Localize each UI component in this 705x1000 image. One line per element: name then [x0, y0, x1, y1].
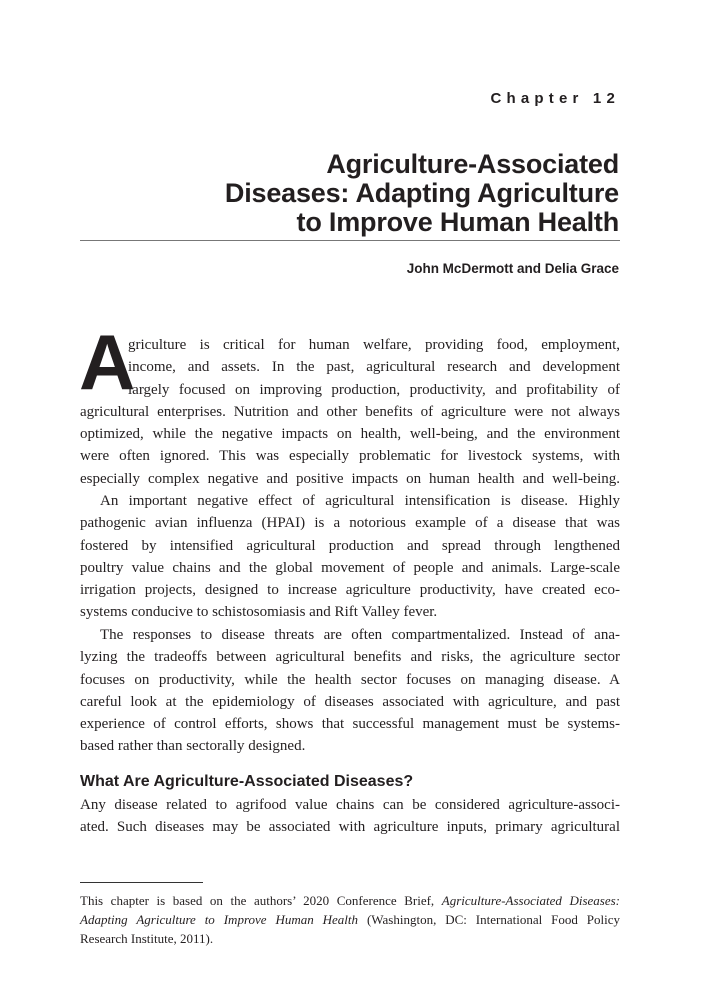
text-line: largely focused on improving production, productivity, and profitability of [128, 381, 620, 398]
text-line: An important negative effect of agricultural intensification is disease. Highly [100, 493, 620, 509]
text-line: poultry value chains and the global movement of people and animals. Large-scale [80, 559, 620, 576]
footnote [80, 891, 620, 949]
text-line: agricultural enterprises. Nutrition and other benefits of agriculture were not always [80, 403, 620, 420]
section-paragraph [80, 794, 620, 839]
chapter-title [225, 150, 619, 237]
footnote-line: This chapter is based on the authors’ 2020 Conference Brief, Agriculture-Associated Diseases: [80, 893, 620, 908]
footnote-line: Adapting Agriculture to Improve Human Health (Washington, DC: International Food Policy [80, 912, 620, 928]
title-rule [80, 240, 620, 241]
footnote-rule [80, 882, 203, 883]
text-line: griculture is critical for human welfare, providing food, employment, [128, 337, 620, 353]
authors: John McDermott and Delia Grace [406, 261, 619, 276]
text-line: experience of control efforts, shows that successful management must be systems- [80, 716, 620, 733]
footnote-line: Research Institute, 2011). [80, 931, 214, 947]
text-line: were often ignored. This was especially problematic for livestock systems, with [80, 448, 620, 465]
paragraph-3 [80, 624, 620, 758]
section-heading: What Are Agriculture-Associated Diseases? [80, 773, 414, 790]
text-line: optimized, while the negative impacts on health, well-being, and the environment [80, 426, 620, 443]
chapter-label: Chapter 12 [490, 90, 620, 107]
title-line: to Improve Human Health [296, 207, 619, 237]
drop-cap: A [79, 318, 136, 406]
text-line: The responses to disease threats are often compartmentalized. Instead of ana- [100, 627, 620, 643]
text-line: irrigation projects, designed to increase agriculture productivity, have created eco- [80, 582, 620, 599]
text-line: based rather than sectorally designed. [80, 738, 306, 755]
text-line: income, and assets. In the past, agricultural research and development [128, 359, 620, 376]
text-line: fostered by intensified agricultural production and spread through lengthened [80, 537, 620, 554]
text-line: systems conducive to schistosomiasis and Rift Valley fever. [80, 604, 438, 621]
text-line: focuses on productivity, while the health sector focuses on managing disease. A [80, 671, 620, 688]
text-line: pathogenic avian influenza (HPAI) is a notorious example of a disease that was [80, 515, 620, 532]
text-line: ated. Such diseases may be associated with agriculture inputs, primary agricultural [80, 819, 620, 836]
text-line: careful look at the epidemiology of diseases associated with agriculture, and past [80, 693, 620, 710]
text-line: Any disease related to agrifood value chains can be considered agriculture-associ- [80, 797, 620, 813]
paragraph-2 [80, 490, 620, 624]
paragraph-1 [80, 334, 620, 490]
text-line: especially complex negative and positive impacts on human health and well-being. [80, 470, 620, 487]
text-line: lyzing the tradeoffs between agricultural benefits and risks, the agriculture sector [80, 649, 620, 666]
title-line: Agriculture-Associated [326, 149, 619, 179]
title-line: Diseases: Adapting Agriculture [224, 178, 619, 208]
